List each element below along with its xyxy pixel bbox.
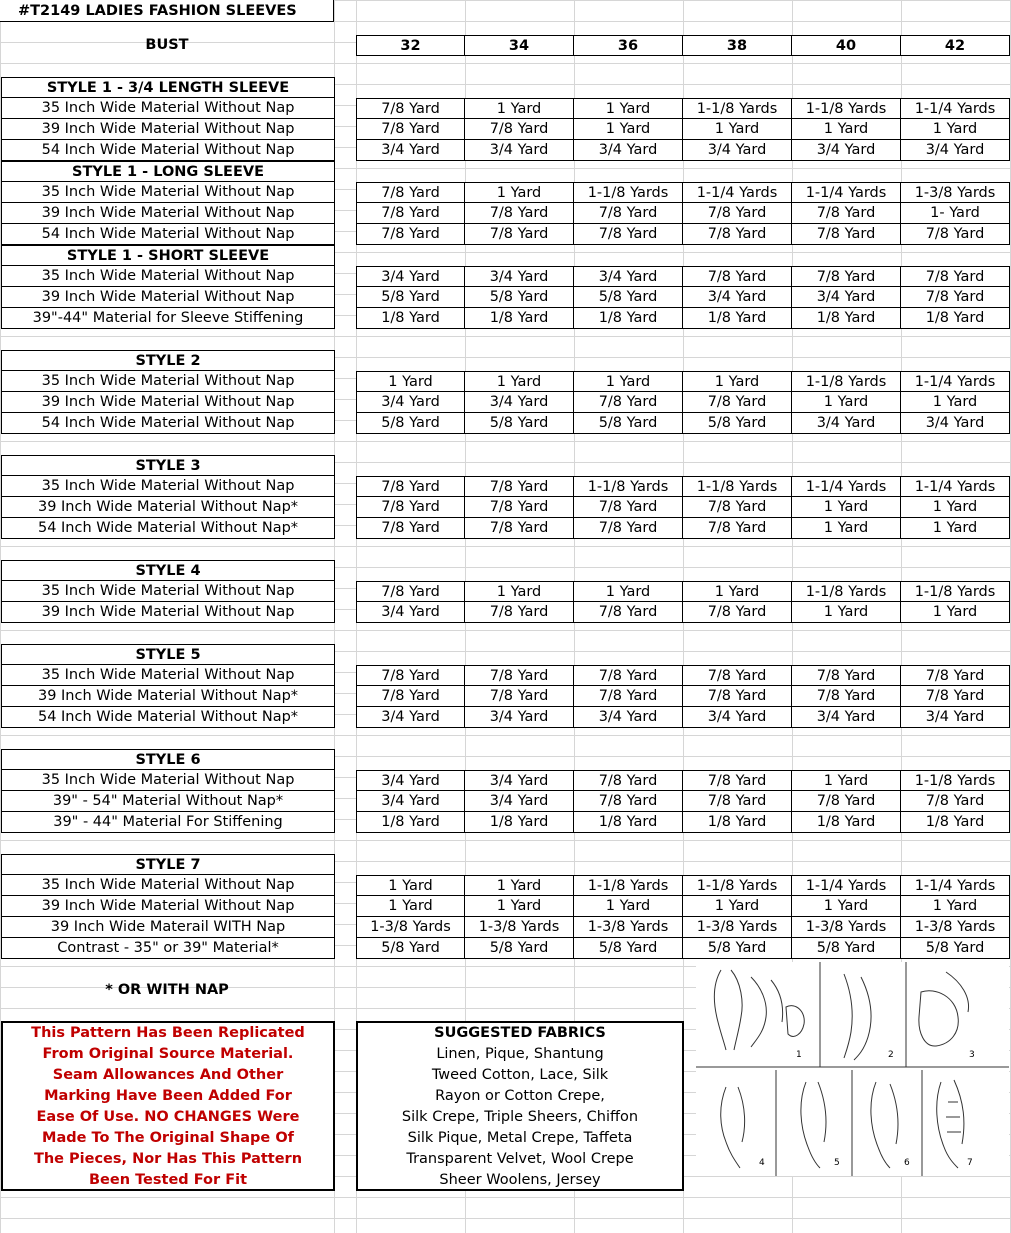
yardage-cell: 1 Yard <box>356 371 465 392</box>
yardage-cell: 1-1/8 Yards <box>792 581 901 602</box>
yardage-cell: 5/8 Yard <box>683 413 792 434</box>
yardage-cell: 7/8 Yard <box>792 791 901 812</box>
fabrics-heading: SUGGESTED FABRICS <box>434 1025 606 1041</box>
material-label: 35 Inch Wide Material Without Nap <box>1 371 335 392</box>
yardage-cell: 5/8 Yard <box>574 287 683 308</box>
yardage-cell: 3/4 Yard <box>574 266 683 287</box>
material-label: 35 Inch Wide Material Without Nap <box>1 182 335 203</box>
yardage-cell: 1 Yard <box>901 602 1010 623</box>
yardage-cell: 1 Yard <box>683 581 792 602</box>
size-header: 32 <box>356 35 465 56</box>
yardage-cell: 7/8 Yard <box>683 770 792 791</box>
nap-note: * OR WITH NAP <box>105 982 229 998</box>
yardage-cell: 1-1/8 Yards <box>792 98 901 119</box>
material-label: 39 Inch Wide Material Without Nap <box>1 203 335 224</box>
yardage-cell: 7/8 Yard <box>356 665 465 686</box>
yardage-cell: 1 Yard <box>901 392 1010 413</box>
yardage-cell: 3/4 Yard <box>356 770 465 791</box>
yardage-cell: 1- Yard <box>901 203 1010 224</box>
yardage-cell: 7/8 Yard <box>356 518 465 539</box>
yardage-cell: 7/8 Yard <box>356 581 465 602</box>
yardage-cell: 1 Yard <box>574 371 683 392</box>
yardage-cell: 1/8 Yard <box>683 308 792 329</box>
material-label: 39" - 54" Material Without Nap* <box>1 791 335 812</box>
yardage-cell: 5/8 Yard <box>465 413 574 434</box>
material-label: 54 Inch Wide Material Without Nap <box>1 140 335 161</box>
yardage-cell: 5/8 Yard <box>356 938 465 959</box>
yardage-cell: 1-1/4 Yards <box>901 371 1010 392</box>
yardage-cell: 7/8 Yard <box>901 224 1010 245</box>
disclaimer-line: This Pattern Has Been Replicated <box>31 1025 305 1041</box>
yardage-cell: 1 Yard <box>792 518 901 539</box>
yardage-cell: 1-1/4 Yards <box>901 98 1010 119</box>
yardage-cell: 7/8 Yard <box>683 518 792 539</box>
material-label: 35 Inch Wide Material Without Nap <box>1 665 335 686</box>
yardage-cell: 7/8 Yard <box>574 770 683 791</box>
yardage-cell: 7/8 Yard <box>574 665 683 686</box>
yardage-cell: 7/8 Yard <box>465 476 574 497</box>
material-label: 39 Inch Wide Material Without Nap* <box>1 497 335 518</box>
yardage-cell: 1-3/8 Yards <box>356 917 465 938</box>
yardage-cell: 1 Yard <box>683 371 792 392</box>
yardage-cell: 1 Yard <box>792 602 901 623</box>
yardage-cell: 1-1/4 Yards <box>792 182 901 203</box>
illustration-number: 2 <box>888 1050 894 1060</box>
yardage-cell: 7/8 Yard <box>574 392 683 413</box>
yardage-cell: 1 Yard <box>574 581 683 602</box>
yardage-cell: 1 Yard <box>574 896 683 917</box>
yardage-cell: 7/8 Yard <box>465 518 574 539</box>
yardage-cell: 7/8 Yard <box>683 665 792 686</box>
yardage-cell: 3/4 Yard <box>465 770 574 791</box>
yardage-cell: 3/4 Yard <box>792 140 901 161</box>
yardage-cell: 3/4 Yard <box>792 707 901 728</box>
material-label: 54 Inch Wide Material Without Nap* <box>1 518 335 539</box>
yardage-cell: 1-1/4 Yards <box>901 476 1010 497</box>
yardage-cell: 3/4 Yard <box>792 413 901 434</box>
yardage-cell: 3/4 Yard <box>465 392 574 413</box>
yardage-cell: 3/4 Yard <box>465 266 574 287</box>
yardage-cell: 1/8 Yard <box>901 812 1010 833</box>
material-label: 35 Inch Wide Material Without Nap <box>1 875 335 896</box>
disclaimer-line: Seam Allowances And Other <box>52 1067 284 1083</box>
yardage-cell: 1/8 Yard <box>574 812 683 833</box>
illustration-number: 5 <box>834 1158 840 1168</box>
disclaimer-line: Been Tested For Fit <box>89 1172 247 1188</box>
yardage-cell: 3/4 Yard <box>683 287 792 308</box>
yardage-cell: 3/4 Yard <box>574 140 683 161</box>
disclaimer-line: Marking Have Been Added For <box>44 1088 292 1104</box>
material-label: 39 Inch Wide Material Without Nap <box>1 392 335 413</box>
yardage-cell: 1-1/4 Yards <box>683 182 792 203</box>
material-label: 54 Inch Wide Material Without Nap <box>1 413 335 434</box>
material-label: 39 Inch Wide Material Without Nap <box>1 602 335 623</box>
yardage-cell: 3/4 Yard <box>574 707 683 728</box>
yardage-cell: 1 Yard <box>465 896 574 917</box>
fabric-line: Sheer Woolens, Jersey <box>439 1172 601 1188</box>
yardage-cell: 5/8 Yard <box>465 287 574 308</box>
yardage-cell: 1/8 Yard <box>901 308 1010 329</box>
size-header: 42 <box>901 35 1010 56</box>
yardage-cell: 7/8 Yard <box>356 224 465 245</box>
yardage-cell: 1/8 Yard <box>683 812 792 833</box>
yardage-cell: 5/8 Yard <box>792 938 901 959</box>
disclaimer-line: Made To The Original Shape Of <box>42 1130 294 1146</box>
yardage-cell: 5/8 Yard <box>683 938 792 959</box>
yardage-cell: 1 Yard <box>356 875 465 896</box>
yardage-cell: 7/8 Yard <box>683 392 792 413</box>
yardage-cell: 1/8 Yard <box>574 308 683 329</box>
yardage-cell: 3/4 Yard <box>356 266 465 287</box>
material-label: 35 Inch Wide Material Without Nap <box>1 266 335 287</box>
yardage-cell: 5/8 Yard <box>574 413 683 434</box>
material-label: Contrast - 35" or 39" Material* <box>1 938 335 959</box>
yardage-cell: 7/8 Yard <box>356 476 465 497</box>
yardage-cell: 1 Yard <box>792 770 901 791</box>
style-heading: STYLE 1 - LONG SLEEVE <box>1 161 335 182</box>
style-heading: STYLE 6 <box>1 749 335 770</box>
yardage-cell: 1-3/8 Yards <box>574 917 683 938</box>
yardage-cell: 7/8 Yard <box>683 602 792 623</box>
yardage-cell: 7/8 Yard <box>356 182 465 203</box>
yardage-cell: 3/4 Yard <box>683 707 792 728</box>
fabric-line: Tweed Cotton, Lace, Silk <box>431 1067 609 1083</box>
yardage-cell: 7/8 Yard <box>901 665 1010 686</box>
yardage-cell: 1/8 Yard <box>356 308 465 329</box>
style-heading: STYLE 3 <box>1 455 335 476</box>
yardage-cell: 3/4 Yard <box>901 413 1010 434</box>
yardage-cell: 3/4 Yard <box>356 392 465 413</box>
yardage-cell: 7/8 Yard <box>465 686 574 707</box>
yardage-cell: 7/8 Yard <box>356 203 465 224</box>
yardage-cell: 7/8 Yard <box>901 686 1010 707</box>
yardage-cell: 3/4 Yard <box>465 791 574 812</box>
yardage-cell: 1-1/8 Yards <box>574 182 683 203</box>
yardage-cell: 1-1/8 Yards <box>574 875 683 896</box>
size-header: 40 <box>792 35 901 56</box>
yardage-cell: 1 Yard <box>574 119 683 140</box>
material-label: 39" - 44" Material For Stiffening <box>1 812 335 833</box>
bust-label: BUST <box>145 37 189 53</box>
disclaimer-line: Ease Of Use. NO CHANGES Were <box>36 1109 300 1125</box>
fabric-line: Silk Pique, Metal Crepe, Taffeta <box>407 1130 633 1146</box>
yardage-cell: 1-1/4 Yards <box>901 875 1010 896</box>
yardage-cell: 7/8 Yard <box>792 686 901 707</box>
yardage-cell: 5/8 Yard <box>356 287 465 308</box>
yardage-cell: 1-3/8 Yards <box>901 182 1010 203</box>
yardage-cell: 7/8 Yard <box>792 224 901 245</box>
yardage-cell: 5/8 Yard <box>901 938 1010 959</box>
yardage-cell: 1 Yard <box>792 497 901 518</box>
yardage-cell: 1-1/8 Yards <box>574 476 683 497</box>
yardage-cell: 1 Yard <box>465 581 574 602</box>
style-heading: STYLE 1 - 3/4 LENGTH SLEEVE <box>1 77 335 98</box>
yardage-cell: 3/4 Yard <box>356 140 465 161</box>
yardage-cell: 1-1/8 Yards <box>683 476 792 497</box>
yardage-cell: 1/8 Yard <box>792 308 901 329</box>
disclaimer-line: From Original Source Material. <box>42 1046 294 1062</box>
material-label: 39 Inch Wide Material Without Nap <box>1 119 335 140</box>
sleeve-illustrations <box>696 962 1009 1176</box>
material-label: 54 Inch Wide Material Without Nap <box>1 224 335 245</box>
yardage-cell: 3/4 Yard <box>465 707 574 728</box>
fabric-line: Rayon or Cotton Crepe, <box>435 1088 605 1104</box>
yardage-cell: 1-1/4 Yards <box>792 875 901 896</box>
yardage-cell: 1-1/8 Yards <box>683 875 792 896</box>
yardage-cell: 1 Yard <box>356 896 465 917</box>
yardage-cell: 1/8 Yard <box>792 812 901 833</box>
style-heading: STYLE 2 <box>1 350 335 371</box>
yardage-cell: 7/8 Yard <box>792 665 901 686</box>
yardage-cell: 1 Yard <box>465 98 574 119</box>
fabric-line: Linen, Pique, Shantung <box>436 1046 604 1062</box>
yardage-cell: 7/8 Yard <box>901 266 1010 287</box>
yardage-cell: 7/8 Yard <box>465 665 574 686</box>
yardage-cell: 3/4 Yard <box>901 707 1010 728</box>
yardage-cell: 1-1/8 Yards <box>901 581 1010 602</box>
yardage-cell: 1 Yard <box>574 98 683 119</box>
yardage-cell: 7/8 Yard <box>465 602 574 623</box>
yardage-cell: 1 Yard <box>465 182 574 203</box>
material-label: 39 Inch Wide Material Without Nap* <box>1 686 335 707</box>
illustration-number: 3 <box>969 1050 975 1060</box>
yardage-cell: 1 Yard <box>792 119 901 140</box>
yardage-cell: 1 Yard <box>901 518 1010 539</box>
yardage-cell: 7/8 Yard <box>356 686 465 707</box>
yardage-cell: 7/8 Yard <box>901 287 1010 308</box>
yardage-cell: 7/8 Yard <box>683 791 792 812</box>
yardage-cell: 1/8 Yard <box>356 812 465 833</box>
disclaimer-line: The Pieces, Nor Has This Pattern <box>33 1151 303 1167</box>
yardage-cell: 7/8 Yard <box>901 791 1010 812</box>
yardage-cell: 7/8 Yard <box>792 266 901 287</box>
yardage-cell: 5/8 Yard <box>356 413 465 434</box>
yardage-cell: 1 Yard <box>901 896 1010 917</box>
illustration-number: 6 <box>904 1158 910 1168</box>
yardage-cell: 1-3/8 Yards <box>901 917 1010 938</box>
yardage-cell: 1 Yard <box>465 371 574 392</box>
yardage-cell: 1 Yard <box>683 896 792 917</box>
suggested-fabrics-box <box>356 1021 684 1191</box>
yardage-cell: 7/8 Yard <box>356 98 465 119</box>
yardage-cell: 3/4 Yard <box>792 287 901 308</box>
yardage-cell: 7/8 Yard <box>683 266 792 287</box>
material-label: 35 Inch Wide Material Without Nap <box>1 581 335 602</box>
yardage-cell: 7/8 Yard <box>574 686 683 707</box>
yardage-cell: 7/8 Yard <box>356 497 465 518</box>
yardage-cell: 1 Yard <box>901 119 1010 140</box>
yardage-cell: 7/8 Yard <box>356 119 465 140</box>
yardage-cell: 1-3/8 Yards <box>792 917 901 938</box>
yardage-cell: 3/4 Yard <box>356 707 465 728</box>
yardage-cell: 1-1/8 Yards <box>792 371 901 392</box>
illustration-number: 1 <box>796 1050 802 1060</box>
yardage-cell: 7/8 Yard <box>574 518 683 539</box>
yardage-cell: 3/4 Yard <box>901 140 1010 161</box>
material-label: 39 Inch Wide Material Without Nap <box>1 896 335 917</box>
size-header: 34 <box>465 35 574 56</box>
material-label: 39 Inch Wide Materail WITH Nap <box>1 917 335 938</box>
disclaimer-box <box>1 1021 335 1191</box>
illustration-number: 4 <box>759 1158 765 1168</box>
yardage-cell: 7/8 Yard <box>465 497 574 518</box>
sleeve-drawings <box>696 962 1009 1176</box>
material-label: 54 Inch Wide Material Without Nap* <box>1 707 335 728</box>
yardage-cell: 1 Yard <box>792 896 901 917</box>
yardage-cell: 7/8 Yard <box>574 497 683 518</box>
fabric-line: Transparent Velvet, Wool Crepe <box>406 1151 634 1167</box>
yardage-cell: 5/8 Yard <box>465 938 574 959</box>
style-heading: STYLE 5 <box>1 644 335 665</box>
yardage-cell: 1 Yard <box>465 875 574 896</box>
style-heading: STYLE 7 <box>1 854 335 875</box>
yardage-cell: 7/8 Yard <box>574 224 683 245</box>
yardage-cell: 7/8 Yard <box>574 791 683 812</box>
yardage-cell: 7/8 Yard <box>683 497 792 518</box>
yardage-cell: 1-3/8 Yards <box>683 917 792 938</box>
yardage-cell: 7/8 Yard <box>683 224 792 245</box>
yardage-cell: 7/8 Yard <box>465 203 574 224</box>
yardage-cell: 7/8 Yard <box>683 686 792 707</box>
material-label: 35 Inch Wide Material Without Nap <box>1 98 335 119</box>
yardage-cell: 7/8 Yard <box>574 602 683 623</box>
yardage-cell: 7/8 Yard <box>574 203 683 224</box>
yardage-cell: 7/8 Yard <box>465 119 574 140</box>
yardage-cell: 1-1/8 Yards <box>901 770 1010 791</box>
yardage-cell: 1 Yard <box>901 497 1010 518</box>
page-title: #T2149 LADIES FASHION SLEEVES <box>0 0 334 22</box>
style-heading: STYLE 1 - SHORT SLEEVE <box>1 245 335 266</box>
yardage-cell: 7/8 Yard <box>683 203 792 224</box>
yardage-cell: 3/4 Yard <box>356 602 465 623</box>
yardage-cell: 1/8 Yard <box>465 812 574 833</box>
material-label: 35 Inch Wide Material Without Nap <box>1 770 335 791</box>
yardage-cell: 7/8 Yard <box>792 203 901 224</box>
material-label: 39 Inch Wide Material Without Nap <box>1 287 335 308</box>
illustration-number: 7 <box>967 1158 973 1168</box>
yardage-cell: 1 Yard <box>792 392 901 413</box>
yardage-cell: 1/8 Yard <box>465 308 574 329</box>
yardage-cell: 3/4 Yard <box>465 140 574 161</box>
yardage-cell: 1-1/8 Yards <box>683 98 792 119</box>
yardage-cell: 7/8 Yard <box>465 224 574 245</box>
material-label: 39"-44" Material for Sleeve Stiffening <box>1 308 335 329</box>
yardage-cell: 1 Yard <box>683 119 792 140</box>
yardage-cell: 1-3/8 Yards <box>465 917 574 938</box>
yardage-cell: 1-1/4 Yards <box>792 476 901 497</box>
fabric-line: Silk Crepe, Triple Sheers, Chiffon <box>401 1109 639 1125</box>
material-label: 35 Inch Wide Material Without Nap <box>1 476 335 497</box>
yardage-cell: 3/4 Yard <box>683 140 792 161</box>
size-header: 38 <box>683 35 792 56</box>
yardage-cell: 3/4 Yard <box>356 791 465 812</box>
yardage-cell: 5/8 Yard <box>574 938 683 959</box>
style-heading: STYLE 4 <box>1 560 335 581</box>
size-header: 36 <box>574 35 683 56</box>
